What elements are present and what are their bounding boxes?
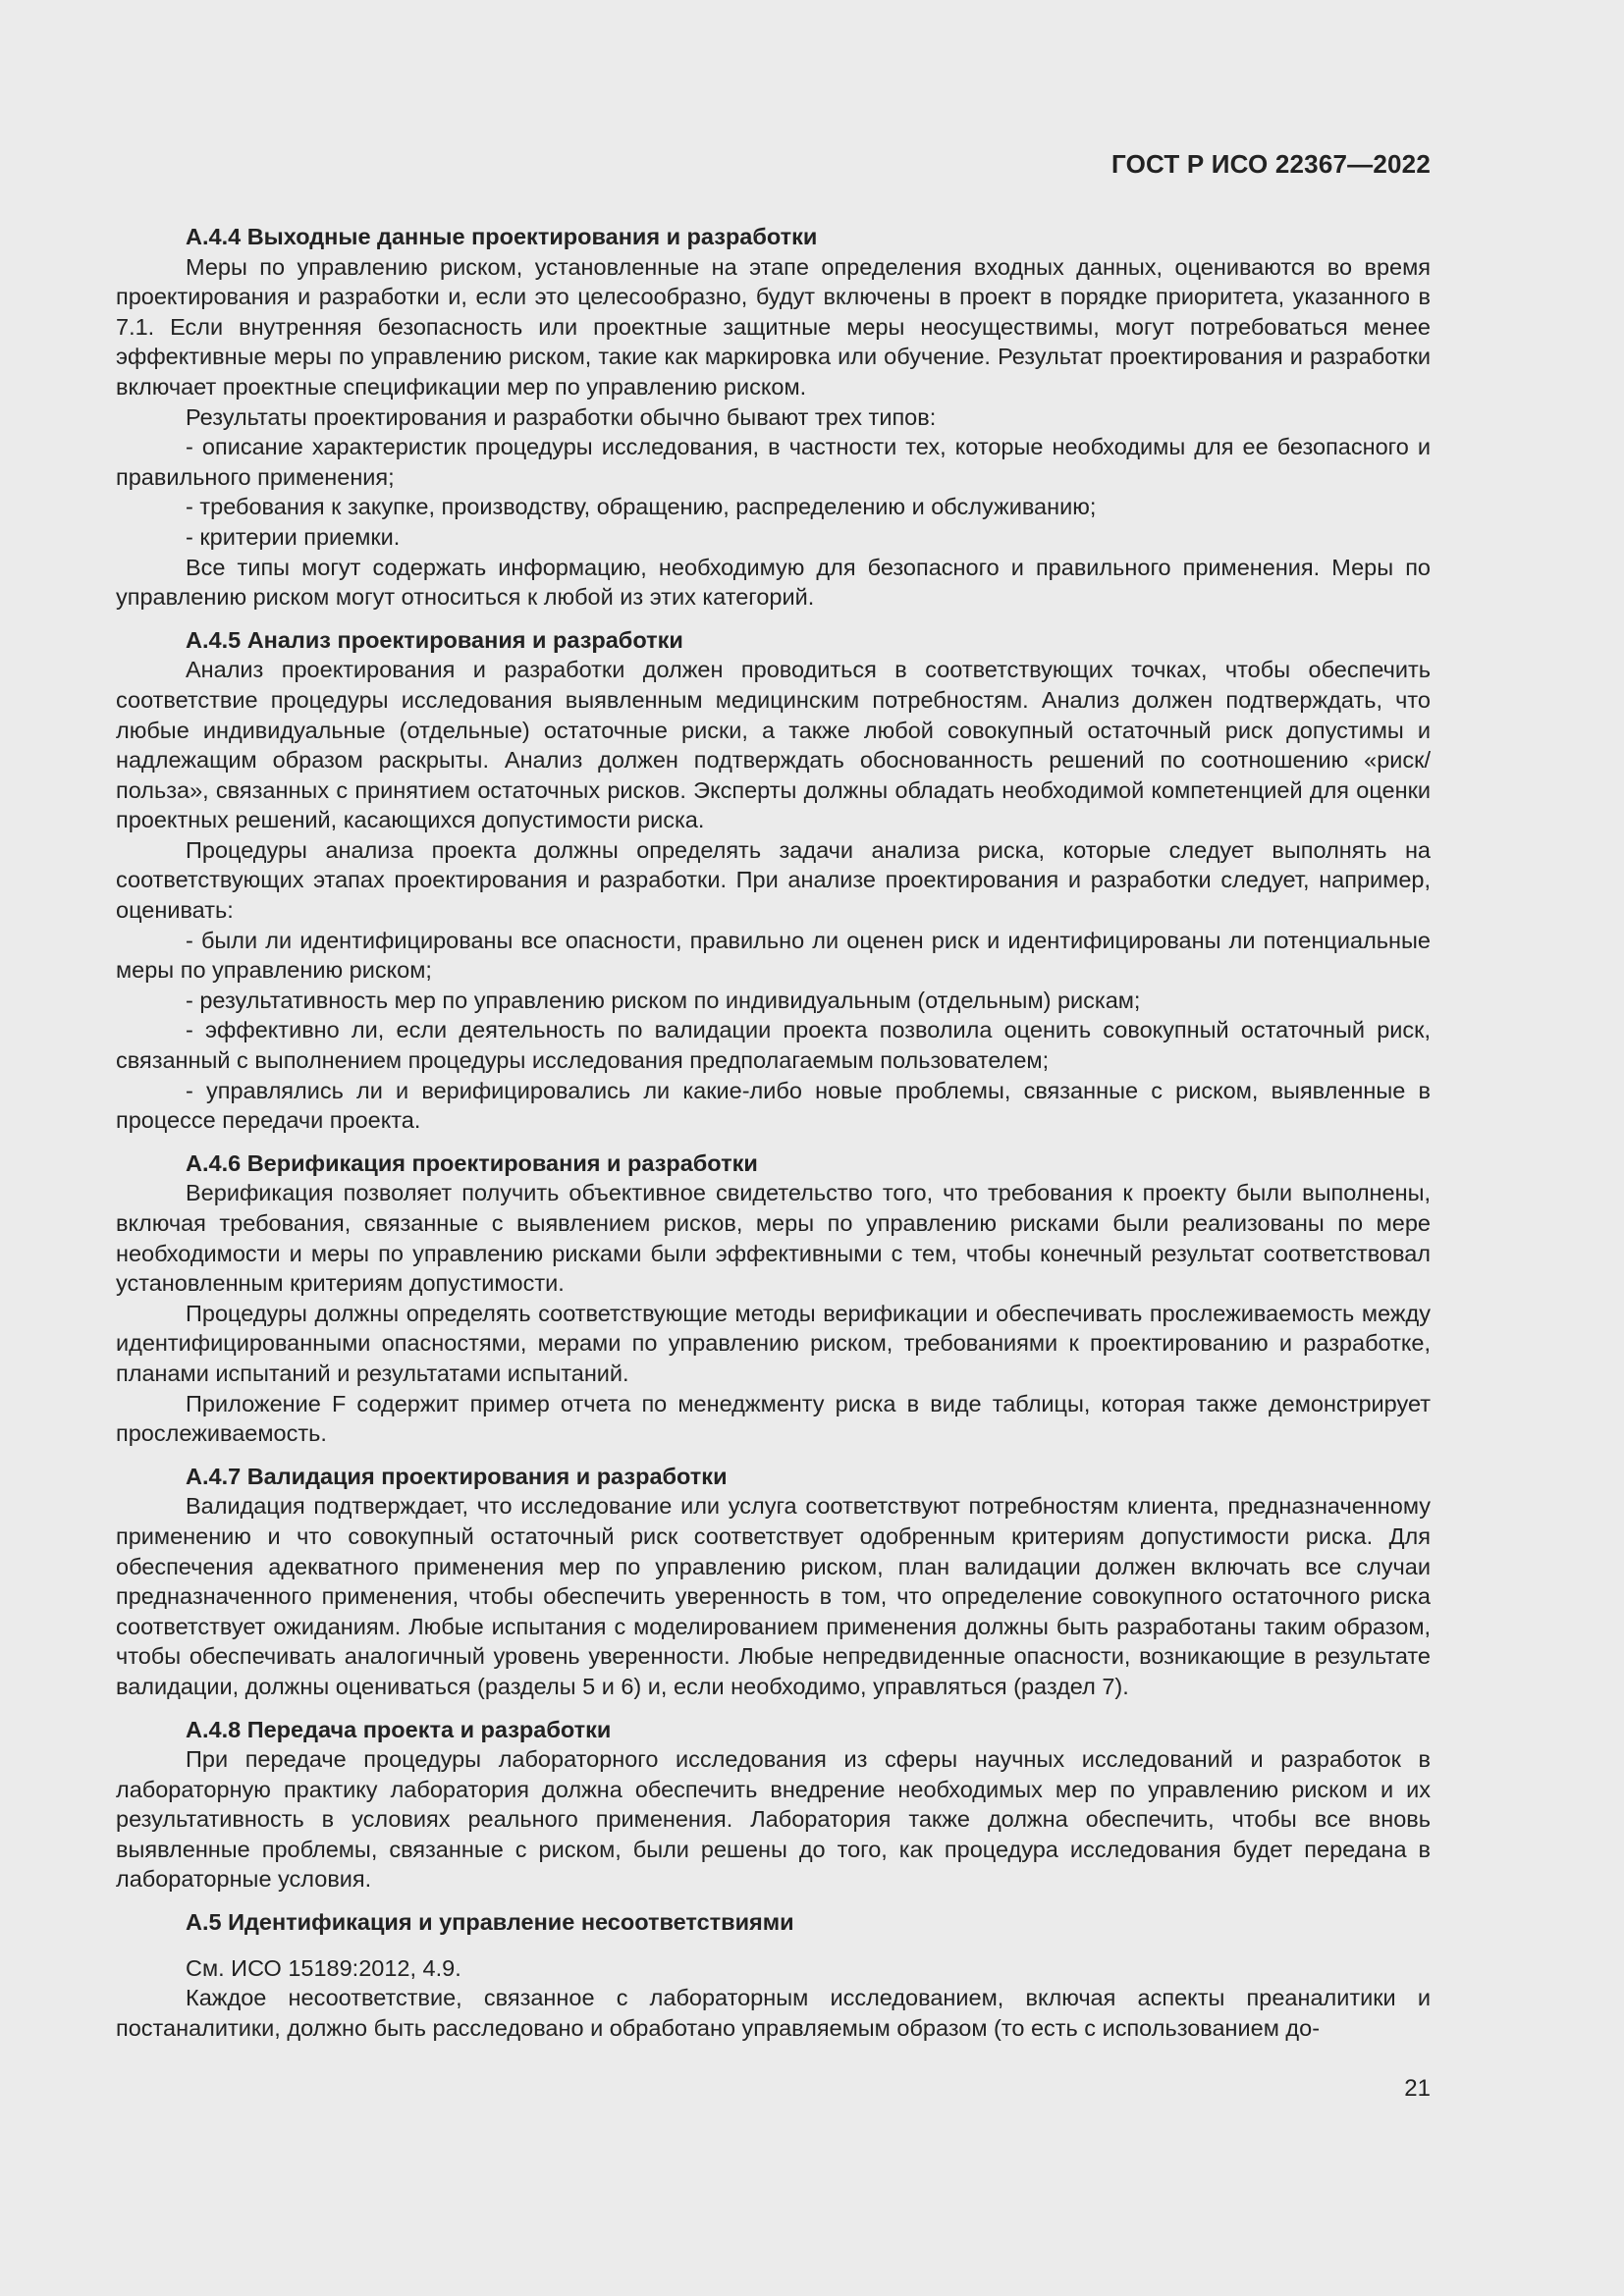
- list-item: - были ли идентифицированы все опасности, правильно ли оценен риск и идентифицированы ли потенциальные меры по управлению риском;: [116, 927, 1431, 984]
- paragraph: При передаче процедуры лабораторного исследования из сферы научных исследований и разработок в лабораторную практику лаборатория должна обеспечить внедрение необходимых мер по управлению риском и их результативность в условиях реального применения. Лаборатория также должна обеспечить, чтобы все вновь выявленные проблемы, связанные с риском, были решены до того, как процедура исследования будет передана в лабораторные условия.: [116, 1746, 1431, 1893]
- paragraph: Все типы могут содержать информацию, необходимую для безопасного и правильного применения. Меры по управлению риском могут относиться к любой из этих категорий.: [116, 554, 1431, 611]
- section-heading-a47: А.4.7 Валидация проектирования и разработки: [186, 1463, 728, 1489]
- section-heading-a5: А.5 Идентификация и управление несоответствиями: [186, 1909, 794, 1936]
- paragraph: Приложение F содержит пример отчета по менеджменту риска в виде таблицы, которая также демонстрирует прослеживаемость.: [116, 1390, 1431, 1447]
- section-heading-a44: А.4.4 Выходные данные проектирования и разработки: [186, 224, 818, 249]
- paragraph: Процедуры анализа проекта должны определять задачи анализа риска, которые следует выполнять на соответствующих этапах проектирования и разработки. При анализе проектирования и разработки следует, например, оценивать:: [116, 836, 1431, 924]
- list-item: - критерии приемки.: [186, 523, 401, 550]
- paragraph: Каждое несоответствие, связанное с лабораторным исследованием, включая аспекты преаналитики и постаналитики, должно быть расследовано и обработано управляемым образом (то есть с использованием до-: [116, 1985, 1431, 2041]
- list-item: - эффективно ли, если деятельность по валидации проекта позволила оценить совокупный остаточный риск, связанный с выполнением процедуры исследования предполагаемым пользователем;: [116, 1017, 1431, 1074]
- list-item: - описание характеристик процедуры исследования, в частности тех, которые необходимы для ее безопасного и правильного применения;: [116, 434, 1431, 490]
- page-number: 21: [1404, 2075, 1431, 2102]
- list-item: - требования к закупке, производству, обращению, распределению и обслуживанию;: [186, 494, 1097, 520]
- section-heading-a45: А.4.5 Анализ проектирования и разработки: [186, 626, 683, 653]
- paragraph: Верификация позволяет получить объективное свидетельство того, что требования к проекту были выполнены, включая требования, связанные с выявлением рисков, меры по управлению рисками были реализованы по мере необходимости и меры по управлению рисками были эффективными с тем, чтобы конечный результат соответствовал установленным критериям допустимости.: [116, 1180, 1431, 1297]
- section-heading-a46: А.4.6 Верификация проектирования и разработки: [186, 1149, 758, 1176]
- document-body: [116, 222, 1431, 2043]
- list-item: - результативность мер по управлению риском по индивидуальным (отдельным) рискам;: [186, 987, 1141, 1013]
- paragraph: См. ИСО 15189:2012, 4.9.: [186, 1954, 461, 1981]
- paragraph: Меры по управлению риском, установленные на этапе определения входных данных, оцениваются во время проектирования и разработки и, если это целесообразно, будут включены в проект в порядке приоритета, указанного в 7.1. Если внутренняя безопасность или проектные защитные меры неосуществимы, могут потребоваться менее эффективные меры по управлению риском, такие как маркировка или обучение. Результат проектирования и разработки включает проектные спецификации мер по управлению риском.: [116, 253, 1431, 400]
- paragraph: Валидация подтверждает, что исследование или услуга соответствуют потребностям клиента, предназначенному применению и что совокупный остаточный риск соответствует одобренным критериям допустимости риска. Для обеспечения адекватного применения мер по управлению риском, план валидации должен включать все случаи предназначенного применения, чтобы обеспечить уверенность в том, что определение совокупного остаточного риска соответствует ожиданиям. Любые испытания с моделированием применения должны быть разработаны таким образом, чтобы обеспечивать аналогичный уровень уверенности. Любые непредвиденные опасности, возникающие в результате валидации, должны оцениваться (разделы 5 и 6) и, если необходимо, управляться (раздел 7).: [116, 1493, 1431, 1699]
- section-heading-a48: А.4.8 Передача проекта и разработки: [186, 1716, 612, 1742]
- paragraph: Процедуры должны определять соответствующие методы верификации и обеспечивать прослеживаемость между идентифицированными опасностями, мерами по управлению риском, требованиями к проектированию и разработке, планами испытаний и результатами испытаний.: [116, 1300, 1431, 1386]
- document-id-header: ГОСТ Р ИСО 22367—2022: [1110, 149, 1431, 179]
- paragraph: Анализ проектирования и разработки должен проводиться в соответствующих точках, чтобы обеспечить соответствие процедуры исследования выявленным медицинским потребностям. Анализ должен подтверждать, что любые индивидуальные (отдельные) остаточные риски, а также любой совокупный остаточный риск допустимы и надлежащим образом раскрыты. Анализ должен подтверждать обоснованность решений по соотношению «риск/польза», связанных с принятием остаточных рисков. Эксперты должны обладать необходимой компетенцией для оценки проектных решений, касающихся допустимости риска.: [116, 657, 1431, 833]
- paragraph: Результаты проектирования и разработки обычно бывают трех типов:: [186, 403, 937, 430]
- list-item: - управлялись ли и верифицировались ли какие-либо новые проблемы, связанные с риском, выявленные в процессе передачи проекта.: [116, 1077, 1431, 1134]
